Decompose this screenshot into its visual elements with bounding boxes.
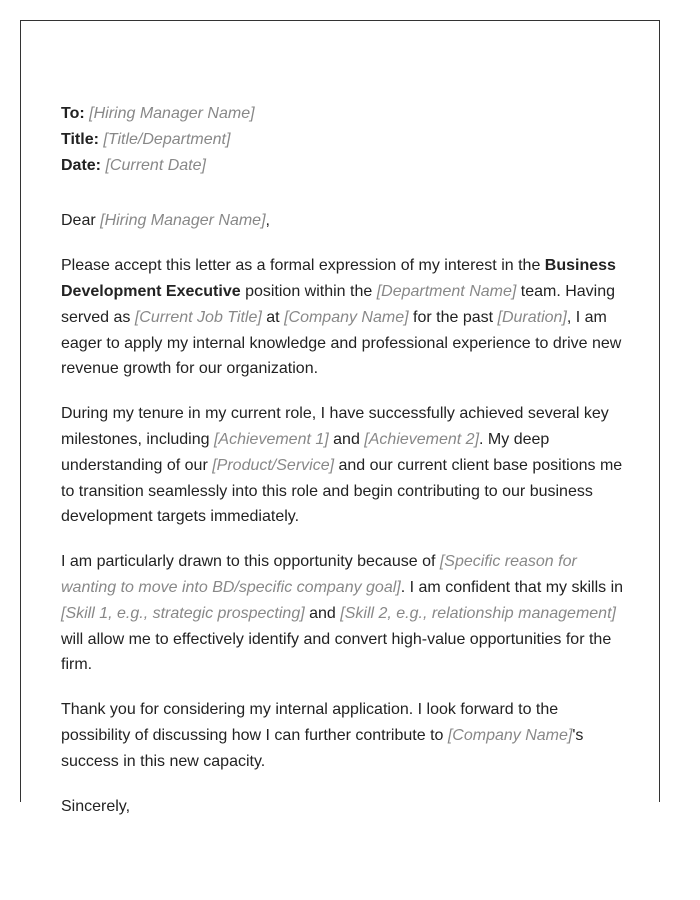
text-run: team. Having served as	[61, 282, 616, 326]
title-line	[61, 127, 626, 153]
text-run: Thank you for considering my internal application. I look forward to the possibility of discussing how I can further contribute to	[61, 701, 559, 744]
text-run: and	[304, 604, 341, 622]
letter-header	[61, 101, 626, 178]
text-run: and our current client base positions me to transition seamlessly into this role and begin contributing to our business development targets immediately.	[61, 456, 623, 526]
letter-page	[20, 20, 660, 815]
text-run: for the past	[408, 308, 498, 326]
text-run: . I am confident that my skills in	[400, 578, 624, 596]
to-label: To:	[61, 105, 85, 122]
salutation-name-placeholder: [Hiring Manager Name]	[100, 212, 266, 230]
text-run: will allow me to effectively identify and convert high-value opportunities for the firm.	[61, 630, 612, 674]
to-line	[61, 101, 626, 127]
skill-1-placeholder: [Skill 1, e.g., strategic prospecting]	[61, 604, 305, 622]
date-placeholder: [Current Date]	[105, 156, 206, 174]
salutation	[61, 208, 626, 234]
to-placeholder: [Hiring Manager Name]	[89, 105, 255, 122]
department-placeholder: [Department Name]	[376, 282, 517, 300]
title-label: Title:	[61, 130, 99, 148]
company-placeholder: [Company Name]	[447, 726, 573, 744]
duration-placeholder: [Duration]	[497, 308, 567, 326]
salutation-prefix: Dear	[61, 212, 101, 230]
date-line	[61, 153, 626, 179]
date-label: Date:	[61, 156, 102, 174]
position-title: Business Development Executive	[61, 257, 616, 300]
text-run: I am particularly drawn to this opportunity because of	[61, 553, 440, 571]
paragraph-intro	[61, 253, 626, 382]
paragraph-closing	[61, 697, 626, 774]
skill-2-placeholder: [Skill 2, e.g., relationship management]	[340, 604, 616, 622]
job-title-placeholder: [Current Job Title]	[134, 308, 262, 326]
company-placeholder: [Company Name]	[284, 308, 409, 326]
salutation-suffix: ,	[265, 212, 270, 230]
signoff: Sincerely,	[61, 797, 131, 815]
paragraph-motivation	[61, 549, 626, 678]
text-run: and	[328, 430, 365, 448]
achievement-2-placeholder: [Achievement 2]	[364, 430, 480, 448]
reason-placeholder: [Specific reason for wanting to move into BD/specific company goal]	[61, 553, 577, 596]
text-run: Please accept this letter as a formal expression of my interest in the	[61, 257, 545, 275]
text-run: position within the	[240, 282, 377, 300]
text-run: 's success in this new capacity.	[61, 726, 584, 770]
title-placeholder: [Title/Department]	[103, 130, 231, 148]
paragraph-achievements	[61, 401, 626, 530]
achievement-1-placeholder: [Achievement 1]	[213, 430, 329, 448]
letter-body	[61, 101, 626, 819]
text-run: at	[261, 308, 285, 326]
text-run: During my tenure in my current role, I have successfully achieved several key milestones, including	[61, 405, 609, 448]
product-service-placeholder: [Product/Service]	[212, 456, 335, 474]
text-run: , I am eager to apply my internal knowledge and professional experience to drive new revenue growth for our organization.	[61, 308, 622, 378]
text-run: . My deep understanding of our	[61, 430, 550, 474]
